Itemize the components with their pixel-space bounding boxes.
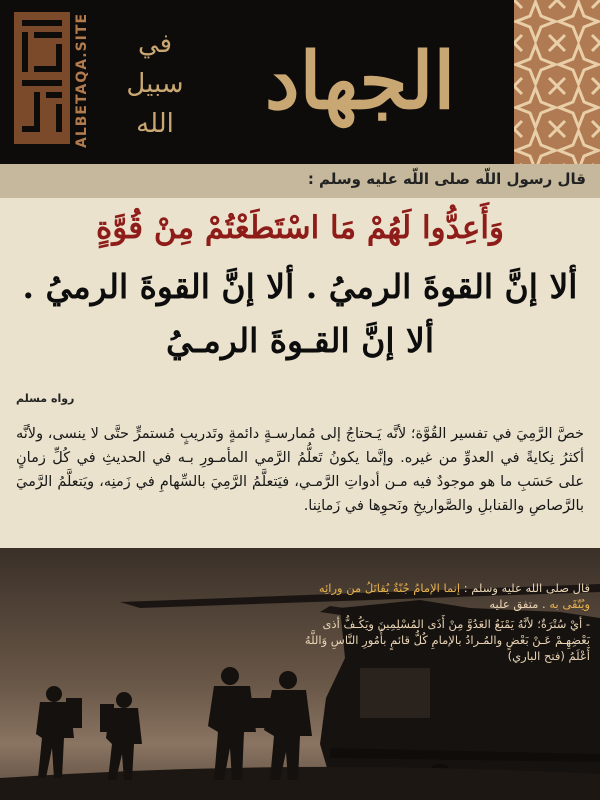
subtitle-line: الله [136, 109, 174, 139]
hadith-text: ألا إنَّ القوةَ الرميُ . ألا إنَّ القوةَ الرميُ . ألا إنَّ القـوةَ الرمـيُ [22, 267, 578, 360]
site-logo-icon [14, 12, 70, 144]
title-subtitle [100, 24, 210, 144]
hadith-narrator: رواه مسلم [16, 392, 75, 405]
page-title: الجهاد [264, 36, 456, 127]
subtitle-line: سبيل [126, 69, 184, 99]
scene-hadith [290, 580, 590, 612]
scene-hadith-block [290, 580, 590, 664]
content-section [0, 164, 600, 548]
quran-verse: وَأَعِدُّوا لَهُمْ مَا اسْتَطَعْتُمْ مِنْ قُوَّةٍ [96, 210, 504, 246]
scene-commentary: - أيْ سُتْرَةٌ؛ لأنَّهُ يَمْنَعُ العَدُوَّ مِنْ أَذَى المُسْلِمِينَ ويَكُـفُّ أذى بَعْضِهِـمْ عَـنْ بَعْضٍ والمُـرادُ بالإمامِ كُلُّ قائمٍ بأُمُورِ النَّاسِ وَاللَّهُ أَعْلَمُ (فتح الباري) [304, 617, 590, 663]
soldiers-helicopter-scene [0, 548, 600, 800]
subtitle-line: في [137, 29, 173, 59]
scene-hadith-intro: قال صلى الله عليه وسلم : [460, 581, 590, 595]
scene-hadith-quote: إنما الإمامُ جُنّةٌ يُقاتَلُ من ورائِه ويُتّقَى به [318, 581, 590, 611]
section-heading: قال رسول اللّه صلى اللّه عليه وسلم : [307, 170, 586, 188]
scene-hadith-source: . متفق عليه [489, 597, 550, 611]
heading-bar [0, 164, 600, 198]
islamic-pattern-icon [514, 0, 600, 164]
header-banner [0, 0, 600, 164]
site-name: ALBETAQA.SITE [74, 12, 90, 148]
explanation-paragraph: خصَّ الرَّمِيَ في تفسير القُوَّة؛ لأنَّه يَـحتاجُ إلى مُمارسـةٍ دائمةٍ وتَدريبٍ مُستمرٍّ حتَّى لا ينسى، ولأنَّه أكثرُ نِكايةً في العدوِّ من غيره. وإنَّما يكونُ تَعلُّمُ الرَّمي المأمـورِ بـه في الحديثِ في كُلِّ زمانٍ على حَسَبِ ما هو موجودٌ فيه مـن أدواتِ الرَّمـي، فيَتعلَّمُ الرَّمِيَ بالسِّهامِ في زَمنِه، ويَتعلَّمُ الرَّميَ بالرَّصاصِ والقنابلِ والصَّواريخِ ونَحوِها في زَمانِنا. [16, 426, 584, 514]
